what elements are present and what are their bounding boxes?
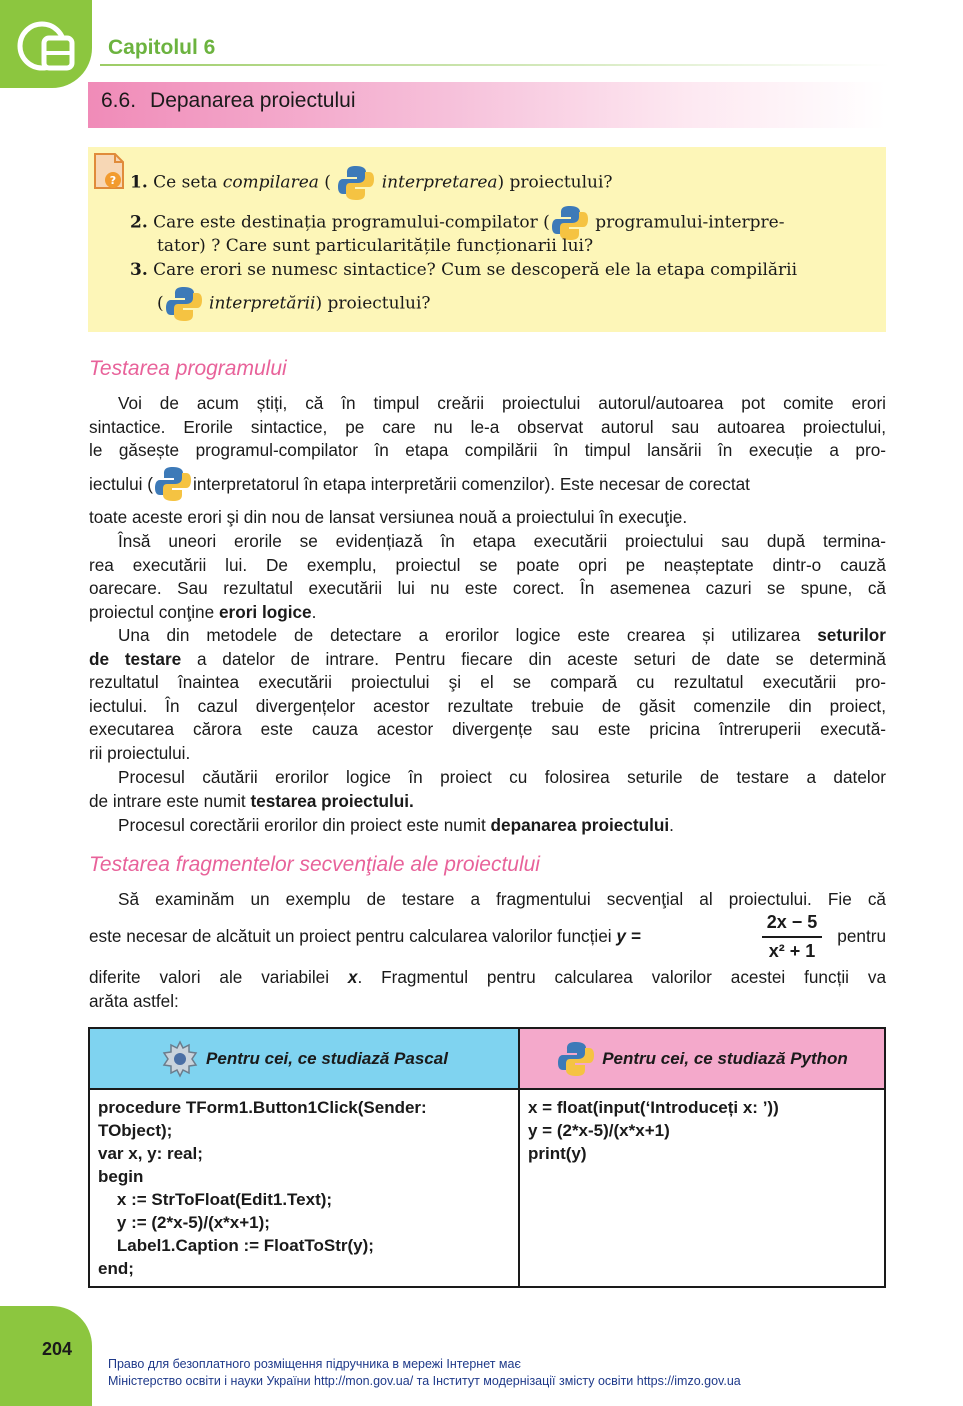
question-2-cont: tator) ? Care sunt particularitățile funcționarii lui? (157, 236, 594, 256)
question-text: ( (157, 293, 164, 314)
text-line: Procesul căutării erorilor logice în proiect cu folosirea seturile de testare a datelor (118, 767, 886, 787)
text-line: oarecare. Sau rezultatul executării lui nu este corect. În asemenea cazuri se spune, că (89, 578, 886, 598)
question-1 (130, 163, 613, 203)
question-text: programului-interpre- (589, 212, 785, 233)
code-line: x := StrToFloat(Edit1.Text); (98, 1190, 333, 1209)
text-line: executarea cărora este cauza acestor divergențe sau este pricina întreruperii execută- (89, 719, 886, 739)
question-term: interpretarea (381, 172, 498, 193)
bold-term: de testare (89, 648, 182, 669)
paragraph-3 (89, 624, 886, 765)
footer-line: Право для безоплатного розміщення підручника в мережі Інтернет має (108, 1357, 521, 1371)
footer-copyright (108, 1356, 741, 1390)
question-3 (130, 260, 797, 280)
question-text: ) proiectului? (315, 293, 431, 314)
text-fragment: este necesar de alcătuit un proiect pentru calcularea valorilor funcției (89, 926, 617, 946)
text-fragment: Procesul corectării erorilor din proiect este numit (118, 815, 491, 835)
svg-text:?: ? (109, 174, 117, 187)
code-line: begin (98, 1167, 144, 1186)
text-fragment: . (311, 601, 317, 622)
pascal-header-label: Pentru cei, ce studiază Pascal (206, 1048, 448, 1068)
text-line (89, 966, 886, 990)
table-header-row (89, 1028, 885, 1089)
code-line: y := (2*x-5)/(x*x+1); (98, 1213, 270, 1232)
python-header-label: Pentru cei, ce studiază Python (602, 1048, 848, 1068)
text-line: rezultatul înaintea executării proiectului şi el se compară cu rezultatul executării pro- (89, 672, 886, 692)
python-header (519, 1028, 885, 1089)
paragraph-1-end (89, 506, 886, 530)
text-line: iectului. În cazul divergențelor acestor rezultate trebuie de găsit comenzile din proiect, (89, 695, 886, 716)
code-line: var x, y: real; (98, 1144, 203, 1163)
formula-fraction (762, 912, 822, 962)
gear-icon (160, 1039, 200, 1079)
subheading-testing: Testarea programului (89, 357, 287, 380)
question-number: 1. (130, 172, 148, 193)
bold-term: seturilor (817, 625, 886, 645)
paragraph-2 (89, 530, 886, 624)
paragraph-1 (89, 392, 886, 463)
question-text: Care erori se numesc sintactice? Cum se descoperă ele la etapa compilării (153, 260, 798, 280)
question-text: ( (318, 172, 331, 193)
code-line: x = float(input(‘Introduceți x: ’)) (528, 1098, 779, 1117)
question-3-cont (157, 284, 431, 324)
bold-term: testarea proiectului. (250, 790, 414, 811)
text-line: rii proiectului. (89, 742, 191, 763)
text-line (89, 624, 886, 648)
text-fragment: pentru (837, 926, 886, 946)
text-line: toate aceste erori şi din nou de lansat versiunea nouă a proiectului în execuţie. (89, 507, 688, 527)
text-fragment: diferite valori ale variabilei (89, 967, 348, 987)
text-line (89, 790, 886, 814)
question-number: 3. (130, 260, 148, 280)
footer-line: Міністерство освіти і науки України http://mon.gov.ua/ та Інститут модернізації змісту освіти https://imzo.gov.ua (108, 1374, 741, 1388)
section-title (101, 89, 356, 113)
code-line: Label1.Caption := FloatToStr(y); (98, 1236, 374, 1255)
bold-term: depanarea proiectului (490, 815, 670, 835)
table-code-row (89, 1089, 885, 1287)
code-line: y = (2*x-5)/(x*x+1) (528, 1121, 670, 1140)
section-title-text: Depanarea proiectului (150, 89, 356, 112)
formula-numerator: 2x − 5 (766, 912, 818, 932)
text-line: le găsește programul-compilator în etapa compilării în timpul lansării în execuție a pro- (89, 440, 886, 460)
paragraph-6-end (89, 966, 886, 1013)
python-logo-icon (336, 163, 376, 203)
text-line: Să examinăm un exemplu de testare a fragmentului secvenţial al proiectului. Fie că (118, 889, 886, 909)
question-text: ) proiectului? (497, 172, 613, 193)
chapter-label: Capitolul 6 (108, 36, 216, 59)
code-line: procedure TForm1.Button1Click(Sender: (98, 1098, 427, 1117)
question-term: compilarea (222, 172, 319, 193)
text-line (89, 601, 886, 625)
pascal-code-cell (89, 1089, 519, 1287)
text-fragment: . (669, 815, 674, 835)
paragraph-6 (89, 888, 886, 912)
text-fragment: de intrare este numit (89, 790, 251, 811)
python-logo-icon (153, 464, 193, 504)
pascal-header (89, 1028, 519, 1089)
python-logo-icon (556, 1039, 596, 1079)
python-logo-icon (164, 284, 204, 324)
question-term: interpretării (209, 293, 316, 314)
text-fragment: Una din metodele de detectare a erorilor logice este crearea și utilizarea (118, 625, 818, 645)
text-line: rea executării lui. De exemplu, proiectul se poate opri pe neașteptate dintr-o cauză (89, 554, 886, 575)
code-line: print(y) (528, 1144, 587, 1163)
text-line: iectului ( (89, 473, 153, 494)
code-line: end; (98, 1259, 134, 1278)
text-fragment: proiectul conţine (89, 601, 219, 622)
question-icon (93, 152, 127, 190)
section-number: 6.6. (101, 89, 137, 112)
text-line: sintactice. Erorile sintactice, pe care nu le-a observat autorul sau autoarea proiectului, (89, 416, 886, 437)
bold-term: erori logice (218, 601, 312, 622)
text-line: Voi de acum știți, că în timpul creării proiectului autorul/autoarea pot comite erori (118, 393, 886, 413)
formula-denominator: x² + 1 (768, 941, 816, 961)
text-line (89, 814, 886, 838)
question-text: Ce seta (153, 172, 223, 193)
variable-x: x (347, 967, 358, 987)
code-comparison-table (88, 1027, 886, 1288)
text-line: Însă uneori erorile se evidențiază în etapa executării proiectului sau după termina- (118, 531, 886, 551)
text-line: interpretatorul în etapa interpretării comenzilor). Este necesar de corectat (193, 473, 750, 494)
paragraph-1-python-line (89, 464, 886, 504)
subheading-sequential: Testarea fragmentelor secvenţiale ale proiectului (89, 853, 540, 876)
paragraph-4 (89, 766, 886, 813)
page-number: 204 (42, 1339, 73, 1359)
text-fragment: . Fragmentul pentru calcularea valorilor acestei funcții va (357, 967, 887, 987)
paragraph-5 (89, 814, 886, 838)
python-code-cell (519, 1089, 885, 1287)
text-line (89, 648, 886, 672)
text-fragment: a datelor de intrare. Pentru fiecare din aceste seturi de date se determină (181, 648, 886, 669)
text-line: arăta astfel: (89, 990, 179, 1011)
formula-lhs: y = (616, 926, 641, 946)
computer-chapter-icon (14, 16, 76, 74)
fraction-bar (762, 936, 822, 938)
question-text: Care este destinația programului-compilator ( (153, 212, 550, 233)
chapter-rule (100, 64, 890, 66)
question-number: 2. (130, 212, 148, 233)
code-line: TObject); (98, 1121, 173, 1140)
